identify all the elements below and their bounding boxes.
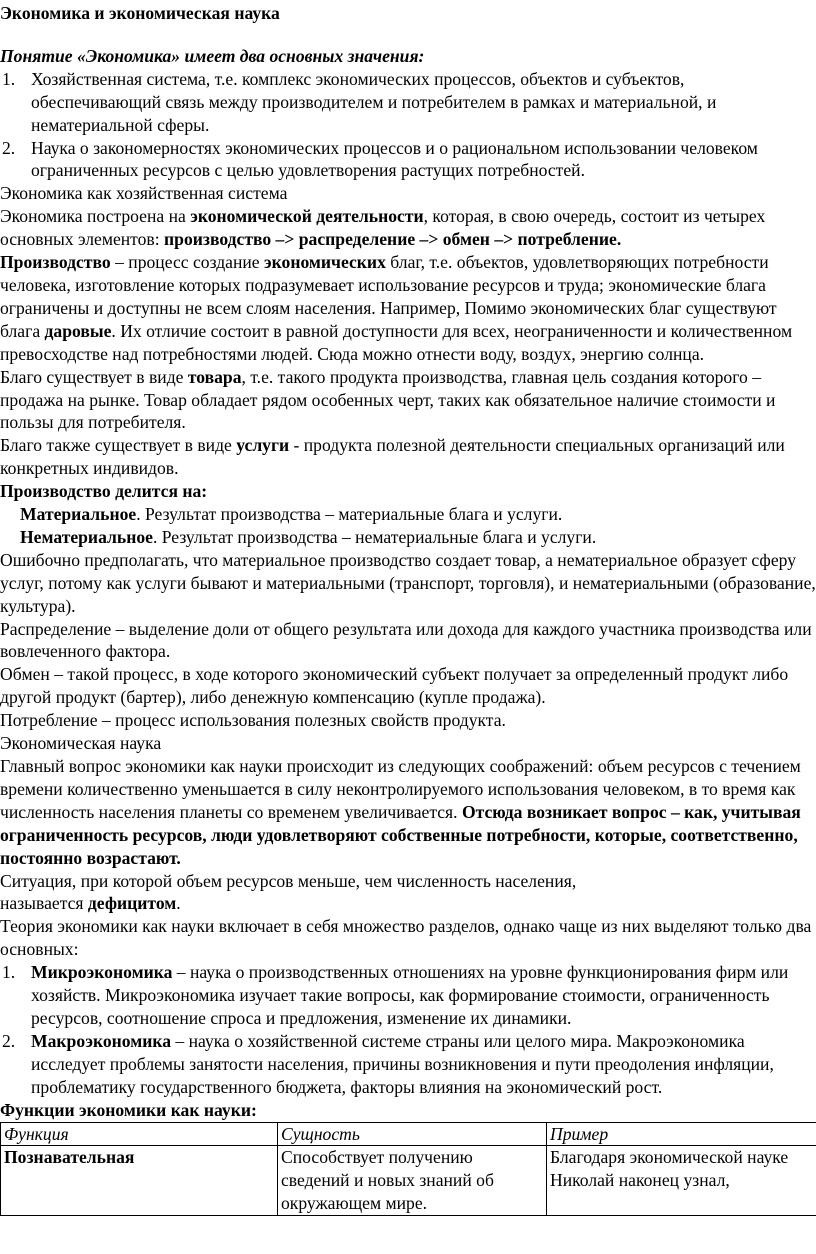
column-header-function: Функция (1, 1122, 278, 1146)
paragraph-economic-activity: Экономика построена на экономической деятельности, которая, в свою очередь, состоит из четырех основных элементов: производство –> распределение –> обмен –> потребление. (0, 206, 766, 250)
table-cell-example: Благодаря экономической науке Николай наконец узнал, (547, 1146, 816, 1216)
column-header-example: Пример (547, 1122, 816, 1146)
paragraph-goods: Благо существует в виде товара, т.е. такого продукта производства, главная цель создания которого – продажа на рынке. Товар обладает рядом особенных черт, таких как обязательное наличие стоимости и пользы для потребителя. (0, 366, 776, 433)
production-heading: Производство делится на: (0, 481, 208, 502)
list-item: 2. Наука о закономерностях экономических процессов и о рациональном использовании человеком ограниченных ресурсов с целью удовлетворения растущих потребностей. (2, 137, 758, 181)
section-heading-economy-system: Экономика как хозяйственная система (0, 183, 288, 204)
paragraph-services: Благо также существует в виде услуги - продукта полезной деятельности специальных организаций или конкретных индивидов. (0, 435, 785, 479)
production-material: Материальное. Результат производства – материальные блага и услуги. (20, 504, 563, 525)
table-cell-essence: Способствует получению сведений и новых знаний об окружающем мире. (278, 1146, 547, 1216)
column-header-essence: Сущность (278, 1122, 547, 1146)
list-item: 1. Хозяйственная система, т.е. комплекс экономических процессов, объектов и субъектов, обеспечивающий связь между производителем и потребителем в рамках и материальной, и нематериальной сферы. (2, 68, 717, 135)
list-item: 2. Макроэкономика – наука о хозяйственной системе страны или целого мира. Макроэкономика исследует проблемы занятости населения, причины возникновения и пути преодоления инфляции, проблематику государственного бюджета, факторы влияния на экономический рост. (2, 1030, 774, 1097)
paragraph-consumption: Потребление – процесс использования полезных свойств продукта. (0, 710, 506, 731)
table-header-row (1, 1122, 816, 1146)
paragraph-deficit: Ситуация, при которой объем ресурсов меньше, чем численность населения, называется дефицитом. (0, 870, 577, 914)
table-cell-function: Познавательная (1, 1146, 278, 1216)
functions-table (0, 1122, 816, 1217)
paragraph-theory: Теория экономики как науки включает в себя множество разделов, однако чаще из них выделяют только два основных: (0, 916, 812, 960)
section-heading-economic-science: Экономическая наука (0, 733, 162, 754)
branches-list (0, 961, 816, 1098)
paragraph-production: Производство – процесс создание экономических благ, т.е. объектов, удовлетворяющих потребности человека, изготовление которых подразумевает использование ресурсов и труда; экономические блага ограничены и доступны не всем слоям населения. Например, Помимо экономических благ существуют блага даровые. Их отличие состоит в равной доступности для всех, неограниченности и количественном превосходстве над потребностями людей. Сюда можно отнести воду, воздух, энергию солнца. (0, 252, 793, 364)
table-row (1, 1146, 816, 1216)
functions-heading: Функции экономики как науки: (0, 1099, 257, 1120)
production-nonmaterial: Нематериальное. Результат производства – нематериальные блага и услуги. (20, 526, 597, 547)
paragraph-distribution: Распределение – выделение доли от общего результата или дохода для каждого участника производства или вовлеченного фактора. (0, 618, 812, 662)
concept-list (0, 68, 816, 183)
concept-heading: Понятие «Экономика» имеет два основных значения: (0, 45, 425, 66)
list-item: 1. Микроэкономика – наука о производственных отношениях на уровне функционирования фирм или хозяйств. Микроэкономика изучает такие вопросы, как формирование стоимости, ограниченность ресурсов, соотношение спроса и предложения, изменение их динамики. (2, 962, 789, 1028)
paragraph-misconception: Ошибочно предполагать, что материальное производство создает товар, а нематериальное образует сферу услуг, потому как услуги бывают и материальными (транспорт, торговля), и нематериальными (образование, культура). (0, 549, 816, 616)
paragraph-exchange: Обмен – такой процесс, в ходе которого экономический субъект получает за определенный продукт либо другой продукт (бартер), либо денежную компенсацию (купле продажа). (0, 664, 789, 708)
paragraph-main-question: Главный вопрос экономики как науки происходит из следующих соображений: объем ресурсов с течением времени количественно уменьшается в силу неконтролируемого использования человеком, в то время как численность населения планеты со временем увеличивается. Отсюда возникает вопрос – как, учитывая ограниченность ресурсов, люди удовлетворяют собственные потребности, которые, соответственно, постоянно возрастают. (0, 756, 801, 868)
document-title: Экономика и экономическая наука (0, 3, 280, 23)
